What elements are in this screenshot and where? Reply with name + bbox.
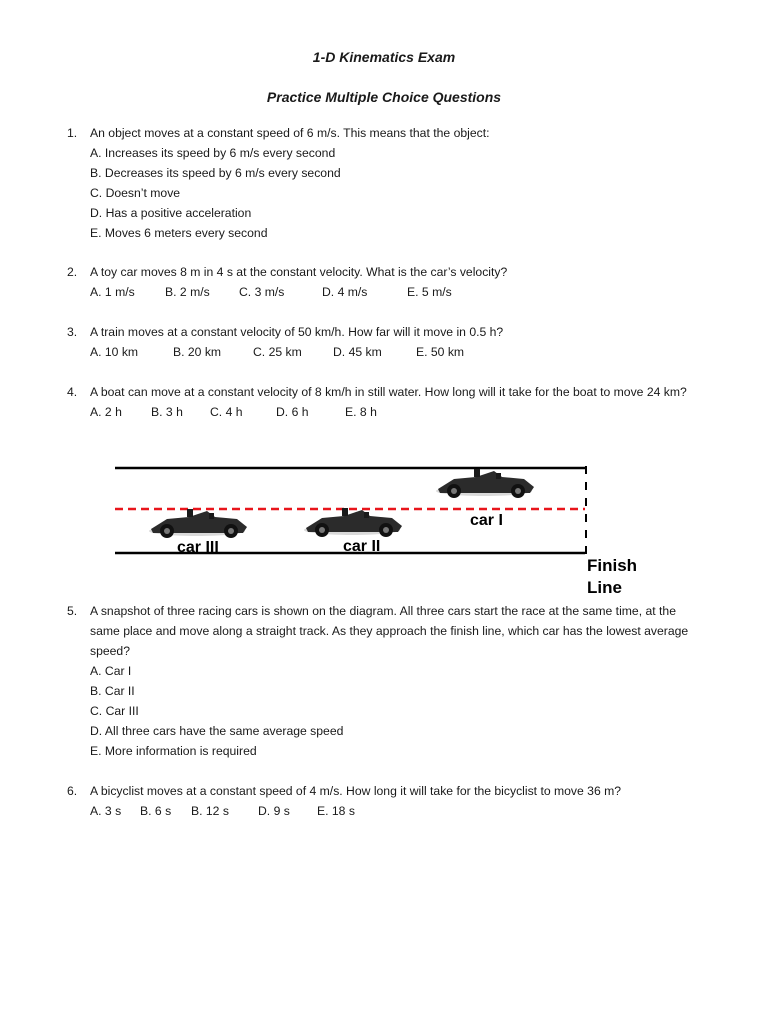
option-a: A. Car I bbox=[90, 664, 132, 678]
option-e: E. 5 m/s bbox=[407, 285, 452, 299]
option-c: C. 4 h bbox=[210, 405, 243, 419]
option-b: B. 20 km bbox=[173, 345, 222, 359]
option-d: D. 4 m/s bbox=[322, 285, 368, 299]
car-2-label: car II bbox=[343, 538, 381, 555]
car-1-label: car I bbox=[470, 512, 503, 529]
question-number: 5. bbox=[67, 604, 78, 618]
question-4 bbox=[67, 382, 747, 422]
option-d: D. 45 km bbox=[333, 345, 382, 359]
question-text: A toy car moves 8 m in 4 s at the constant velocity. What is the car’s velocity? bbox=[90, 265, 508, 279]
finish-label-line2: Line bbox=[587, 578, 622, 597]
options-row bbox=[90, 282, 747, 302]
option-b: B. Decreases its speed by 6 m/s every second bbox=[90, 166, 341, 180]
car-2 bbox=[304, 508, 402, 537]
option-e: E. 18 s bbox=[317, 804, 355, 818]
question-text: A train moves at a constant velocity of 50 km/h. How far will it move in 0.5 h? bbox=[90, 325, 504, 339]
question-number: 2. bbox=[67, 265, 78, 279]
question-1 bbox=[67, 123, 747, 243]
option-a: A. 1 m/s bbox=[90, 285, 135, 299]
option-d: D. 9 s bbox=[258, 804, 290, 818]
question-5 bbox=[67, 601, 747, 761]
option-c: C. Doesn’t move bbox=[90, 186, 181, 200]
question-text-line-2: same place and move along a straight track. As they approach the finish line, which car has the lowest average bbox=[90, 624, 689, 638]
option-e: E. 8 h bbox=[345, 405, 377, 419]
option-e: E. More information is required bbox=[90, 744, 257, 758]
car-1 bbox=[436, 469, 534, 498]
question-text-line-1: A snapshot of three racing cars is shown on the diagram. All three cars start the race at the same time, at the bbox=[90, 604, 676, 618]
car-3-label: car III bbox=[177, 539, 219, 556]
option-e: E. 50 km bbox=[416, 345, 465, 359]
question-6 bbox=[67, 781, 747, 821]
option-b: B. 3 h bbox=[151, 405, 183, 419]
option-d: D. Has a positive acceleration bbox=[90, 206, 252, 220]
question-text: An object moves at a constant speed of 6 m/s. This means that the object: bbox=[90, 126, 490, 140]
option-c: C. Car III bbox=[90, 704, 139, 718]
option-a: A. Increases its speed by 6 m/s every second bbox=[90, 146, 336, 160]
option-d: D. All three cars have the same average speed bbox=[90, 724, 344, 738]
options-row bbox=[90, 342, 747, 362]
question-number: 1. bbox=[67, 126, 78, 140]
question-text: A bicyclist moves at a constant speed of 4 m/s. How long it will take for the bicyclist to move 36 m? bbox=[90, 784, 622, 798]
option-c: C. 25 km bbox=[253, 345, 302, 359]
question-3 bbox=[67, 322, 747, 362]
options-row bbox=[90, 801, 747, 821]
option-c: B. 12 s bbox=[191, 804, 229, 818]
page-subtitle: Practice Multiple Choice Questions bbox=[266, 89, 502, 105]
question-number: 3. bbox=[67, 325, 78, 339]
option-b: B. Car II bbox=[90, 684, 135, 698]
question-text-line-3: speed? bbox=[90, 644, 130, 658]
question-number: 6. bbox=[67, 784, 78, 798]
option-e: E. Moves 6 meters every second bbox=[90, 226, 268, 240]
option-b: B. 2 m/s bbox=[165, 285, 210, 299]
option-a: A. 2 h bbox=[90, 405, 122, 419]
car-3 bbox=[149, 509, 247, 538]
question-text: A boat can move at a constant velocity of 8 km/h in still water. How long will it take for the boat to move 24 km? bbox=[90, 385, 687, 399]
option-a: A. 10 km bbox=[90, 345, 139, 359]
question-number: 4. bbox=[67, 385, 78, 399]
options-row bbox=[90, 402, 747, 422]
option-d: D. 6 h bbox=[276, 405, 309, 419]
finish-label-line1: Finish bbox=[587, 556, 638, 575]
option-c: C. 3 m/s bbox=[239, 285, 285, 299]
question-2 bbox=[67, 262, 747, 302]
page-title: 1-D Kinematics Exam bbox=[312, 49, 456, 65]
option-a: A. 3 s bbox=[90, 804, 122, 818]
option-b: B. 6 s bbox=[140, 804, 172, 818]
